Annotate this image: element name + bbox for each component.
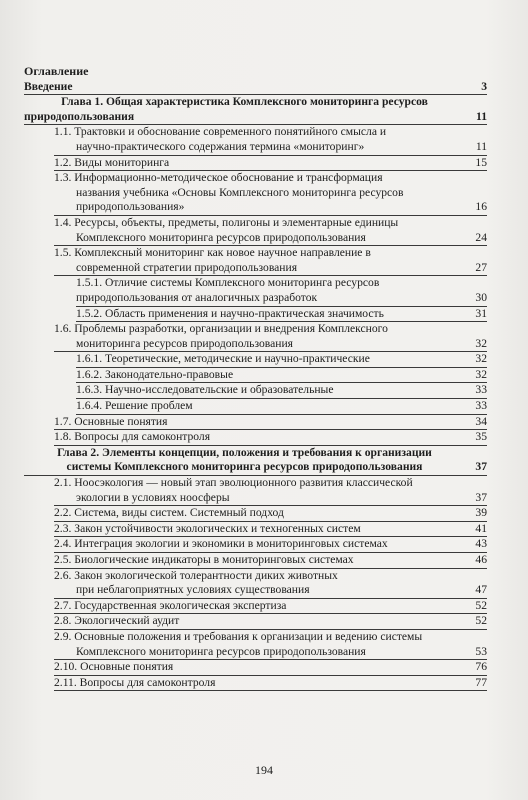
- toc-entry-2-2: [54, 506, 487, 522]
- toc-entry-label: 2.9. Основные положения и требования к организации и ведению системы: [54, 629, 423, 643]
- toc-entry-label: мониторинга ресурсов природопользования: [76, 336, 293, 350]
- toc-entry-label: 2.10. Основные понятия: [54, 660, 174, 674]
- toc-entry-page: 24: [475, 230, 487, 244]
- toc-entry-page: 16: [475, 200, 487, 214]
- toc-entry-2-7: [54, 599, 487, 615]
- toc-entry-page: 52: [475, 598, 487, 612]
- toc-entry-label: 1.5. Комплексный мониторинг как новое научное направление в: [54, 246, 371, 260]
- toc-entry-intro: [24, 80, 487, 96]
- toc-entry-page: 32: [475, 336, 487, 350]
- toc-entry-2-3: [54, 522, 487, 538]
- toc-entry-page: 31: [475, 306, 487, 320]
- toc-entry-2-5: [54, 553, 487, 569]
- toc-entry-2-11: [54, 676, 487, 692]
- toc-entry-1-2: [54, 156, 487, 172]
- toc-entry-1-1: [54, 125, 487, 155]
- toc-entry-label: 2.11. Вопросы для самоконтроля: [54, 675, 216, 689]
- toc-entry-page: 33: [475, 399, 487, 413]
- toc-entry-label: 1.5.1. Отличие системы Комплексного мониторинга ресурсов: [76, 276, 380, 290]
- toc-entry-page: 76: [475, 660, 487, 674]
- toc-entry-page: 41: [475, 521, 487, 535]
- toc-entry-page: 30: [475, 290, 487, 304]
- toc-entry-label: 2.1. Ноосэкология — новый этап эволюционного развития классической: [54, 476, 413, 490]
- toc-entry-2-1: [54, 476, 487, 506]
- chapter-title-line: Глава 1. Общая характеристика Комплексного мониторинга ресурсов: [61, 95, 428, 109]
- toc-entry-page: 37: [475, 490, 487, 504]
- toc-entry-page: 39: [475, 506, 487, 520]
- chapter-title-line: системы Комплексного мониторинга ресурсов природопользования: [66, 460, 423, 474]
- toc-entry-page: 32: [475, 352, 487, 366]
- toc-entry-1-3: [54, 171, 487, 216]
- toc-entry-label: 2.4. Интеграция экологии и экономики в мониторинговых системах: [54, 537, 388, 551]
- toc-entry-page: 47: [475, 583, 487, 597]
- toc-entry-label: современной стратегии природопользования: [76, 260, 298, 274]
- toc-entry-label: 1.1. Трактовки и обоснование современного понятийного смысла и: [54, 125, 387, 139]
- toc-entry-label: 1.8. Вопросы для самоконтроля: [54, 430, 211, 444]
- page-number: 194: [255, 763, 273, 777]
- toc-chapter-1: [24, 95, 487, 125]
- toc-entry-label: 2.6. Закон экологической толерантности диких животных: [54, 568, 338, 582]
- toc-entry-1-4: [54, 216, 487, 246]
- toc-entry-page: 32: [475, 367, 487, 381]
- toc-entry-label: 1.6.3. Научно-исследовательские и образовательные: [76, 383, 334, 397]
- toc-entry-1-5-1: [76, 276, 487, 306]
- toc-entry-page: 35: [475, 430, 487, 444]
- toc-entry-label: 2.7. Государственная экологическая экспертиза: [54, 598, 287, 612]
- toc-entry-label: названия учебника «Основы Комплексного мониторинга ресурсов: [76, 185, 404, 199]
- toc-entry-label: 1.6.4. Решение проблем: [76, 399, 193, 413]
- toc-entry-page: 15: [475, 155, 487, 169]
- toc-entry-label: 1.6. Проблемы разработки, организации и внедрения Комплексного: [54, 322, 388, 336]
- table-of-contents: [24, 64, 487, 691]
- toc-entry-1-8: [54, 430, 487, 446]
- toc-title: Оглавление: [24, 64, 89, 78]
- toc-entry-label: 1.6.1. Теоретические, методические и научно-практические: [76, 352, 370, 366]
- toc-entry-label: 1.4. Ресурсы, объекты, предметы, полигоны и элементарные единицы: [54, 215, 399, 229]
- toc-entry-1-6-4: [76, 399, 487, 415]
- toc-entry-page: 52: [475, 614, 487, 628]
- toc-entry-label: 2.8. Экологический аудит: [54, 614, 180, 628]
- toc-entry-label: Комплексного мониторинга ресурсов природопользования: [76, 644, 366, 658]
- toc-chapter-2: [24, 446, 487, 476]
- toc-entry-label: 2.5. Биологические индикаторы в мониторинговых системах: [54, 553, 354, 566]
- toc-entry-2-10: [54, 660, 487, 676]
- toc-entry-2-4: [54, 537, 487, 553]
- toc-entry-page: 46: [475, 553, 487, 566]
- toc-entry-page: 43: [475, 537, 487, 551]
- toc-entry-1-6-1: [76, 352, 487, 368]
- toc-entry-page: 77: [475, 675, 487, 689]
- toc-entry-page: 11: [475, 139, 487, 153]
- toc-entry-label: природопользования»: [76, 200, 185, 214]
- toc-entry-label: экологии в условиях ноосферы: [76, 490, 230, 504]
- toc-entry-2-8: [54, 614, 487, 630]
- toc-entry-label: 2.2. Система, виды систем. Системный подход: [54, 506, 284, 520]
- toc-entry-label: природопользования от аналогичных разработок: [76, 290, 318, 304]
- toc-entry-page: 34: [475, 414, 487, 428]
- chapter-title-line: Глава 2. Элементы концепции, положения и требования к организации: [57, 445, 432, 459]
- toc-entry-page: 11: [476, 109, 487, 123]
- toc-entry-page: 37: [475, 460, 487, 474]
- toc-entry-2-6: [54, 569, 487, 599]
- toc-entry-label: 1.6.2. Законодательно-правовые: [76, 367, 234, 381]
- toc-entry-label: 2.3. Закон устойчивости экологических и техногенных систем: [54, 521, 361, 535]
- toc-entry-label: при неблагоприятных условиях существования: [76, 583, 310, 597]
- toc-entry-1-6-2: [76, 368, 487, 384]
- toc-entry-page: 3: [481, 79, 487, 93]
- toc-entry-1-5-2: [76, 307, 487, 323]
- toc-entry-label: научно-практического содержания термина «мониторинг»: [76, 139, 365, 153]
- toc-entry-page: 27: [475, 260, 487, 274]
- toc-entry-page: 33: [475, 383, 487, 397]
- toc-entry-1-7: [54, 415, 487, 431]
- chapter-title-line: природопользования: [24, 109, 135, 123]
- toc-entry-1-6-3: [76, 383, 487, 399]
- toc-entry-label: Введение: [24, 79, 73, 93]
- toc-entry-label: 1.7. Основные понятия: [54, 414, 168, 428]
- toc-entry-1-5: [54, 246, 487, 276]
- toc-entry-label: 1.2. Виды мониторинга: [54, 155, 170, 169]
- toc-entry-label: 1.3. Информационно-методическое обоснование и трансформация: [54, 171, 383, 185]
- toc-entry-label: Комплексного мониторинга ресурсов природопользования: [76, 230, 366, 244]
- toc-entry-1-6: [54, 322, 487, 352]
- toc-entry-page: 53: [475, 644, 487, 658]
- toc-entry-label: 1.5.2. Область применения и научно-практическая значимость: [76, 306, 384, 320]
- toc-entry-2-9: [54, 630, 487, 660]
